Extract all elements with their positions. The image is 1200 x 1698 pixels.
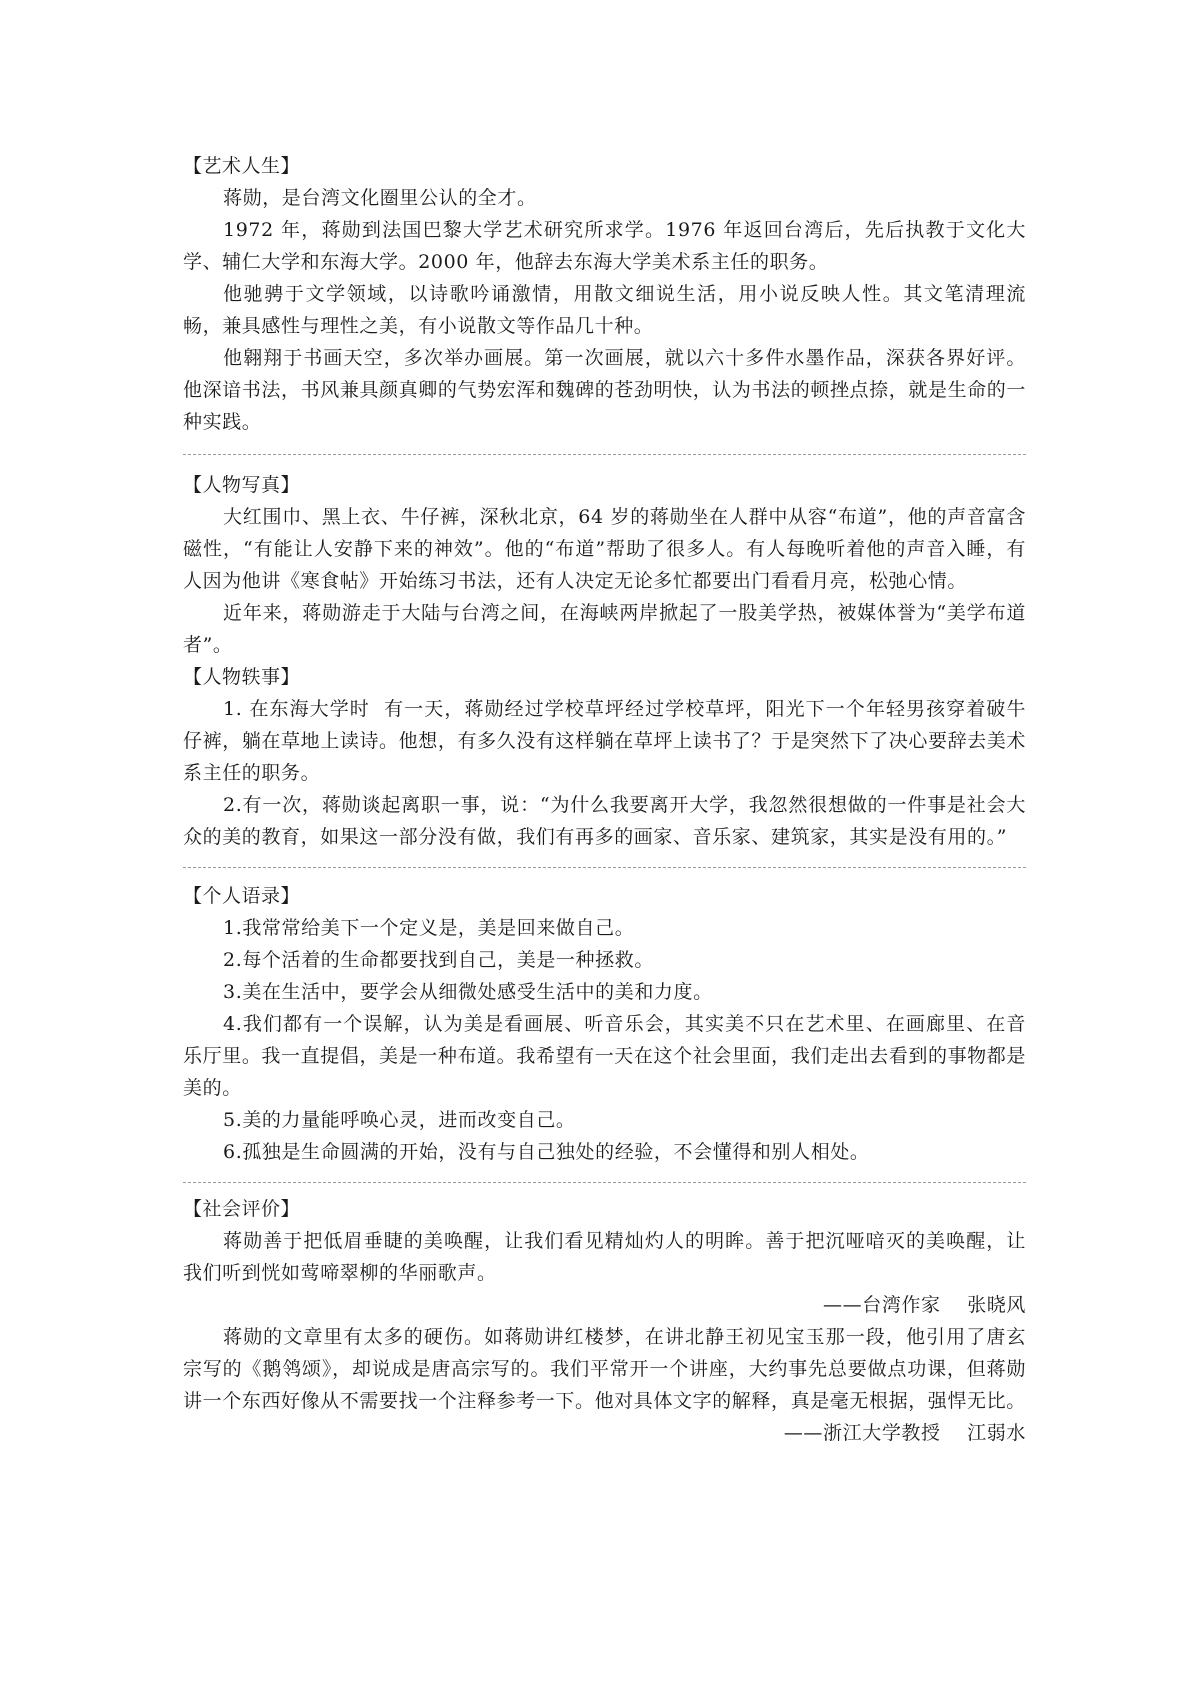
- section-divider: [183, 454, 1026, 455]
- quote-item: 2.每个活着的生命都要找到自己，美是一种拯救。: [223, 949, 654, 971]
- section-title-anecdotes: 【人物轶事】: [183, 666, 301, 688]
- section-title-portrait: 【人物写真】: [183, 474, 301, 496]
- quote-item: 5.美的力量能呼唤心灵，进而改变自己。: [223, 1109, 576, 1131]
- section-title-art-life: 【艺术人生】: [183, 155, 301, 177]
- quote-item: 1.我常常给美下一个定义是，美是回来做自己。: [223, 917, 635, 939]
- paragraph: 蒋勋的文章里有太多的硬伤。如蒋勋讲红楼梦，在讲北静王初见宝玉那一段，他引用了唐玄宗写的《鹅鸰颂》，却说成是唐高宗写的。我们平常开一个讲座，大约事先总要做点功课，但蒋勋讲一个东西好像从不需要找一个注释参考一下。他对具体文字的解释，真是毫无根据，强悍无比。: [183, 1326, 1026, 1412]
- paragraph: 近年来，蒋勋游走于大陆与台湾之间，在海峡两岸掀起了一股美学热，被媒体誉为“美学布道者”。: [183, 602, 1026, 656]
- paragraph: 2.有一次，蒋勋谈起离职一事，说：“为什么我要离开大学，我忽然很想做的一件事是社会大众的美的教育，如果这一部分没有做，我们有再多的画家、音乐家、建筑家，其实是没有用的。”: [183, 794, 1026, 848]
- section-title-quotes: 【个人语录】: [183, 885, 301, 907]
- section-evaluation: [183, 1193, 1026, 1449]
- paragraph: 1972 年，蒋勋到法国巴黎大学艺术研究所求学。1976 年返回台湾后，先后执教于文化大学、辅仁大学和东海大学。2000 年，他辞去东海大学美术系主任的职务。: [183, 219, 1026, 273]
- document-page: [183, 150, 1026, 1449]
- quote-item: 3.美在生活中，要学会从细微处感受生活中的美和力度。: [223, 981, 713, 1003]
- attribution: ——浙江大学教授 江弱水: [783, 1422, 1026, 1444]
- section-portrait: [183, 469, 1026, 661]
- section-quotes: [183, 880, 1026, 1168]
- paragraph: 蒋勋，是台湾文化圈里公认的全才。: [223, 187, 537, 209]
- paragraph: 大红围巾、黑上衣、牛仔裤，深秋北京，64 岁的蒋勋坐在人群中从容“布道”，他的声音富含磁性，“有能让人安静下来的神效”。他的“布道”帮助了很多人。有人每晚听着他的声音入睡，有人因为他讲《寒食帖》开始练习书法，还有人决定无论多忙都要出门看看月亮，松弛心情。: [183, 506, 1026, 592]
- section-divider: [183, 867, 1026, 868]
- section-anecdotes: [183, 661, 1026, 853]
- paragraph: 他驰骋于文学领域，以诗歌吟诵激情，用散文细说生活，用小说反映人性。其文笔清理流畅，兼具感性与理性之美，有小说散文等作品几十种。: [183, 283, 1026, 337]
- section-art-life: [183, 150, 1026, 438]
- section-title-evaluation: 【社会评价】: [183, 1198, 301, 1220]
- paragraph: 他翱翔于书画天空，多次举办画展。第一次画展，就以六十多件水墨作品，深获各界好评。他深谙书法，书风兼具颜真卿的气势宏浑和魏碑的苍劲明快，认为书法的顿挫点捺，就是生命的一种实践。: [183, 347, 1026, 433]
- paragraph: 1. 在东海大学时 有一天，蒋勋经过学校草坪经过学校草坪，阳光下一个年轻男孩穿着破牛仔裤，躺在草地上读诗。他想，有多久没有这样躺在草坪上读书了？于是突然下了决心要辞去美术系主任的职务。: [183, 698, 1026, 784]
- quote-item: 6.孤独是生命圆满的开始，没有与自己独处的经验，不会懂得和别人相处。: [223, 1141, 870, 1163]
- paragraph: 蒋勋善于把低眉垂睫的美唤醒，让我们看见精灿灼人的明眸。善于把沉哑喑灭的美唤醒，让我们听到恍如莺啼翠柳的华丽歌声。: [183, 1230, 1026, 1284]
- section-divider: [183, 1182, 1026, 1183]
- quote-item: 4.我们都有一个误解，认为美是看画展、听音乐会，其实美不只在艺术里、在画廊里、在音乐厅里。我一直提倡，美是一种布道。我希望有一天在这个社会里面，我们走出去看到的事物都是美的。: [183, 1013, 1026, 1099]
- attribution: ——台湾作家 张晓风: [823, 1294, 1026, 1316]
